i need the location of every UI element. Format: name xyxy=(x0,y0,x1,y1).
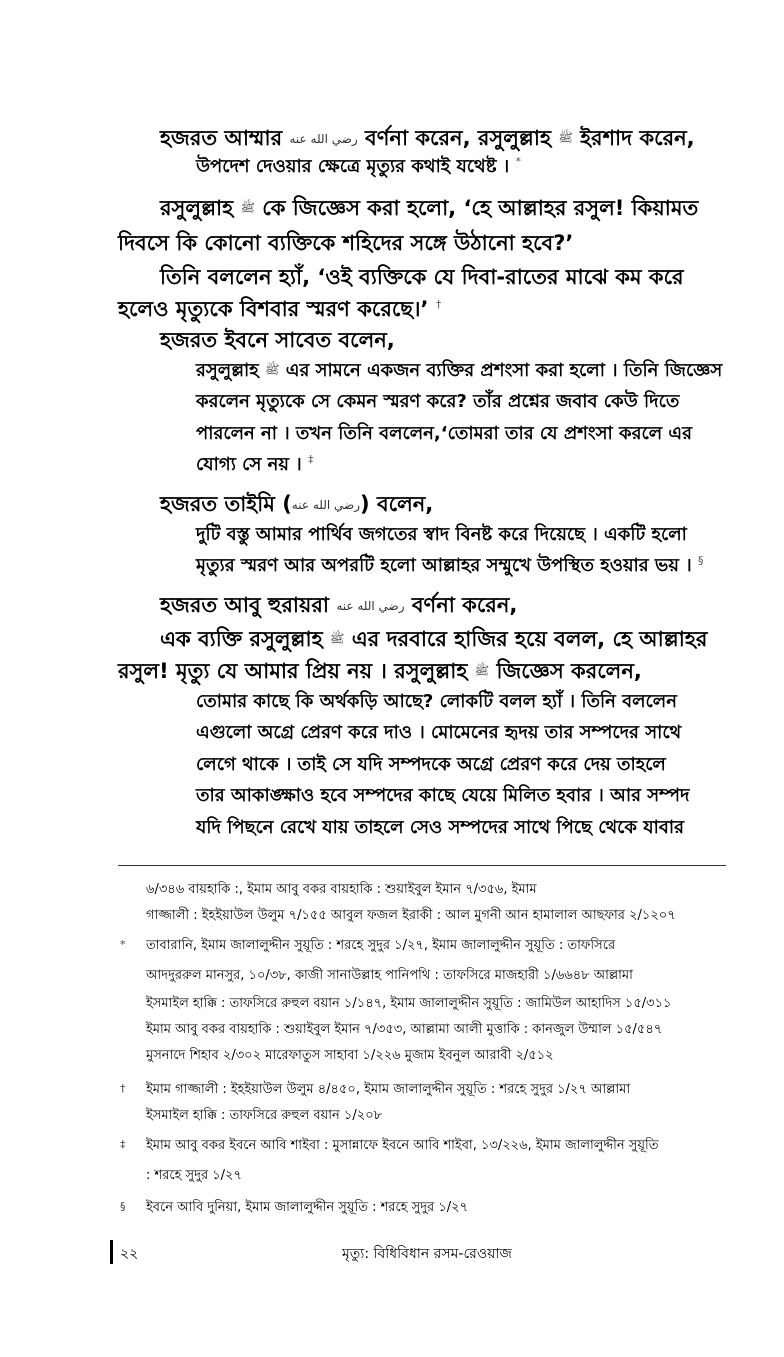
text-segment: হজরত তাইমি ( xyxy=(160,492,292,516)
body-line xyxy=(196,419,692,450)
body-line xyxy=(196,718,681,749)
honorific-symbol: ﷺ xyxy=(558,130,573,145)
footnote-line: তাবারানি, ইমাম জালালুদ্দীন সুয়ূতি : শরহে সুদুর ১/২৭, ইমাম জালালুদ্দীন সুয়ূতি : তাফসিরে xyxy=(146,938,616,953)
text-segment: এগুলো অগ্রে প্রেরণ করে দাও । মোমেনের হৃদয় তার সম্পদের সাথে xyxy=(196,722,682,743)
body-line xyxy=(196,750,666,781)
footnote-marker: * xyxy=(515,155,521,168)
body-line xyxy=(118,655,642,690)
text-segment: রসুলুল্লাহ xyxy=(160,196,234,220)
footnote-line: ইমাম গাজ্জালী : ইহইয়াউল উলুম ৪/৪৫০, ইমাম জালালুদ্দীন সুয়ূতি : শরহে সুদুর ১/২৭ আল্লামা xyxy=(146,1082,631,1097)
body-line xyxy=(118,293,441,328)
text-segment: যদি পিছনে রেখে যায় তাহলে সেও সম্পদের সাথে পিছে থেকে যাবার xyxy=(196,817,684,838)
text-segment: হজরত আবু হুরায়রা xyxy=(160,593,329,617)
running-title: মৃত্যু: বিধিবিধান রসম-রেওয়াজ xyxy=(342,1246,512,1262)
honorific-symbol: ﷺ xyxy=(329,631,345,646)
text-segment: কে জিজ্ঞেস করা হলো, ‘হে আল্লাহর রসুল! কিয়ামত xyxy=(262,196,699,220)
honorific-symbol: ﷺ xyxy=(264,362,280,377)
text-segment: হজরত ইবনে সাবেত বলেন, xyxy=(160,328,395,352)
honorific-symbol: رضي الله عنه xyxy=(289,132,358,146)
body-line xyxy=(160,623,707,658)
footnote-marker: * xyxy=(120,938,126,951)
footnote-marker: † xyxy=(435,298,442,311)
text-segment: লেগে থাকে । তাই সে যদি সম্পদকে অগ্রে প্রেরণ করে দেয় তাহলে xyxy=(196,754,666,775)
footnote-line: : শরহে সুদুর ১/২৭ xyxy=(146,1168,242,1183)
body-line xyxy=(160,488,433,523)
text-segment: উপদেশ দেওয়ার ক্ষেত্রে মৃত্যুর কথাই যথেষ্ট । xyxy=(196,156,510,177)
footnote-line: ইবনে আবি দুনিয়া, ইমাম জালালুদ্দীন সুয়ূতি : শরহে সুদুর ১/২৭ xyxy=(146,1200,469,1215)
text-segment: তার আকাঙ্ক্ষাও হবে সম্পদের কাছে যেয়ে মিলিত হবার । আর সম্পদ xyxy=(196,785,690,806)
footnote-line: ইমাম আবু বকর ইবনে আবি শাইবা : মুসান্নাফে ইবনে আবি শাইবা, ১৩/২২৬, ইমাম জালালুদ্দীন সুয়ূতি xyxy=(146,1138,659,1153)
body-line xyxy=(196,152,521,183)
text-segment: দিবসে কি কোনো ব্যক্তিকে শহিদের সঙ্গে উঠানো হবে?’ xyxy=(118,231,574,255)
text-segment: মৃত্যুর স্মরণ আর অপরটি হলো আল্লাহর সম্মুখে উপস্থিত হওয়ার ভয় । xyxy=(196,555,692,576)
text-segment: এর সামনে একজন ব্যক্তির প্রশংসা করা হলো । তিনি জিজ্ঞেস xyxy=(285,360,723,381)
body-line xyxy=(160,261,684,296)
text-segment: পারলেন না । তখন তিনি বললেন,‘তোমরা তার যে প্রশংসা করলে এর xyxy=(196,423,693,444)
footnote-marker: † xyxy=(120,1082,126,1095)
text-segment: এক ব্যক্তি রসুলুল্লাহ xyxy=(160,627,323,651)
text-segment: তোমার কাছে কি অর্থকড়ি আছে? লোকটি বলল হ্যাঁ । তিনি বললেন xyxy=(196,691,677,712)
body-line xyxy=(160,324,395,359)
body-line xyxy=(196,387,679,418)
footnote-line: ইসমাইল হাক্কি : তাফসিরে রুহুল বয়ান ১/১৪৭, ইমাম জালালুদ্দীন সুয়ূতি : জামিউল আহাদিস ১৫/৩১১ xyxy=(146,996,672,1011)
honorific-symbol: رضي الله عنه xyxy=(336,599,405,613)
text-segment: বর্ণনা করেন, xyxy=(411,593,518,617)
honorific-symbol: رضي الله عنه xyxy=(291,498,361,512)
body-line xyxy=(160,589,517,624)
text-segment: রসুল! মৃত্যু যে আমার প্রিয় নয় । রসুলুল্লাহ xyxy=(118,659,468,683)
footnote-line: ৬/৩৪৬ বায়হাকি :, ইমাম আবু বকর বায়হাকি : শুয়াইবুল ইমান ৭/৩৫৬, ইমাম xyxy=(146,882,537,897)
text-segment: হলেও মৃত্যুকে বিশবার স্মরণ করেছে।’ xyxy=(118,297,429,321)
body-line xyxy=(196,356,722,387)
footnote-marker: ‡ xyxy=(307,453,314,466)
body-line xyxy=(196,551,703,582)
body-line xyxy=(196,813,684,844)
footnote-line: আদদুররুল মানসুর, ১০/৩৮, কাজী সানাউল্লাহ পানিপথি : তাফসিরে মাজহারী ১/৬৬৪৮ আল্লামা xyxy=(146,968,633,983)
text-segment: তিনি বললেন হ্যাঁ, ‘ওই ব্যক্তিকে যে দিবা-রাতের মাঝে কম করে xyxy=(160,265,684,289)
honorific-symbol: ﷺ xyxy=(474,663,490,678)
footnote-marker: § xyxy=(697,554,704,567)
footnote-marker: § xyxy=(120,1200,126,1213)
body-line xyxy=(196,781,689,812)
text-segment: যোগ্য সে নয় । xyxy=(196,454,302,475)
text-segment: করলেন মৃত্যুকে সে কেমন স্মরণ করে? তাঁর প্রশ্নের জবাব কেউ দিতে xyxy=(196,391,680,412)
footer-divider xyxy=(110,1240,113,1264)
footnote-line: ইসমাইল হাক্কি : তাফসিরে রুহুল বয়ান ১/২০৮ xyxy=(146,1108,383,1123)
body-line xyxy=(118,227,573,262)
text-segment: বর্ণনা করেন, রসুলুল্লাহ xyxy=(365,126,551,150)
text-segment: এর দরবারে হাজির হয়ে বলল, হে আল্লাহর xyxy=(351,627,708,651)
body-line xyxy=(160,192,698,227)
footnote-separator xyxy=(118,865,726,866)
footnote-marker: ‡ xyxy=(120,1138,126,1151)
text-segment: ইরশাদ করেন, xyxy=(580,126,695,150)
honorific-symbol: ﷺ xyxy=(240,200,255,215)
body-line xyxy=(196,687,677,718)
text-segment: দুটি বস্তু আমার পার্থিব জগতের স্বাদ বিনষ্ট করে দিয়েছে । একটি হলো xyxy=(196,524,687,545)
footnote-line: গাজ্জালী : ইহইয়াউল উলুম ৭/১৫৫ আবুল ফজল ইরাকী : আল মুগনী আন হামালাল আছফার ২/১২০৭ xyxy=(146,908,676,923)
footnote-line: ইমাম আবু বকর বায়হাকি : শুয়াইবুল ইমান ৭/৩৫৩, আল্লামা আলী মুত্তাকি : কানজুল উম্মাল ১৫/৫৪৭ xyxy=(146,1022,663,1037)
page-number: ২২ xyxy=(120,1246,139,1262)
text-segment: হজরত আম্মার xyxy=(160,126,283,150)
body-line xyxy=(196,450,313,481)
text-segment: জিজ্ঞেস করলেন, xyxy=(496,659,642,683)
text-segment: ) বলেন, xyxy=(360,492,434,516)
footnote-line: মুসনাদে শিহাব ২/৩০২ মারেফাতুস সাহাবা ১/২২৬ মুজাম ইবনুল আরাবী ২/৫১২ xyxy=(146,1048,554,1063)
body-line xyxy=(196,520,687,551)
text-segment: রসুলুল্লাহ xyxy=(196,360,259,381)
